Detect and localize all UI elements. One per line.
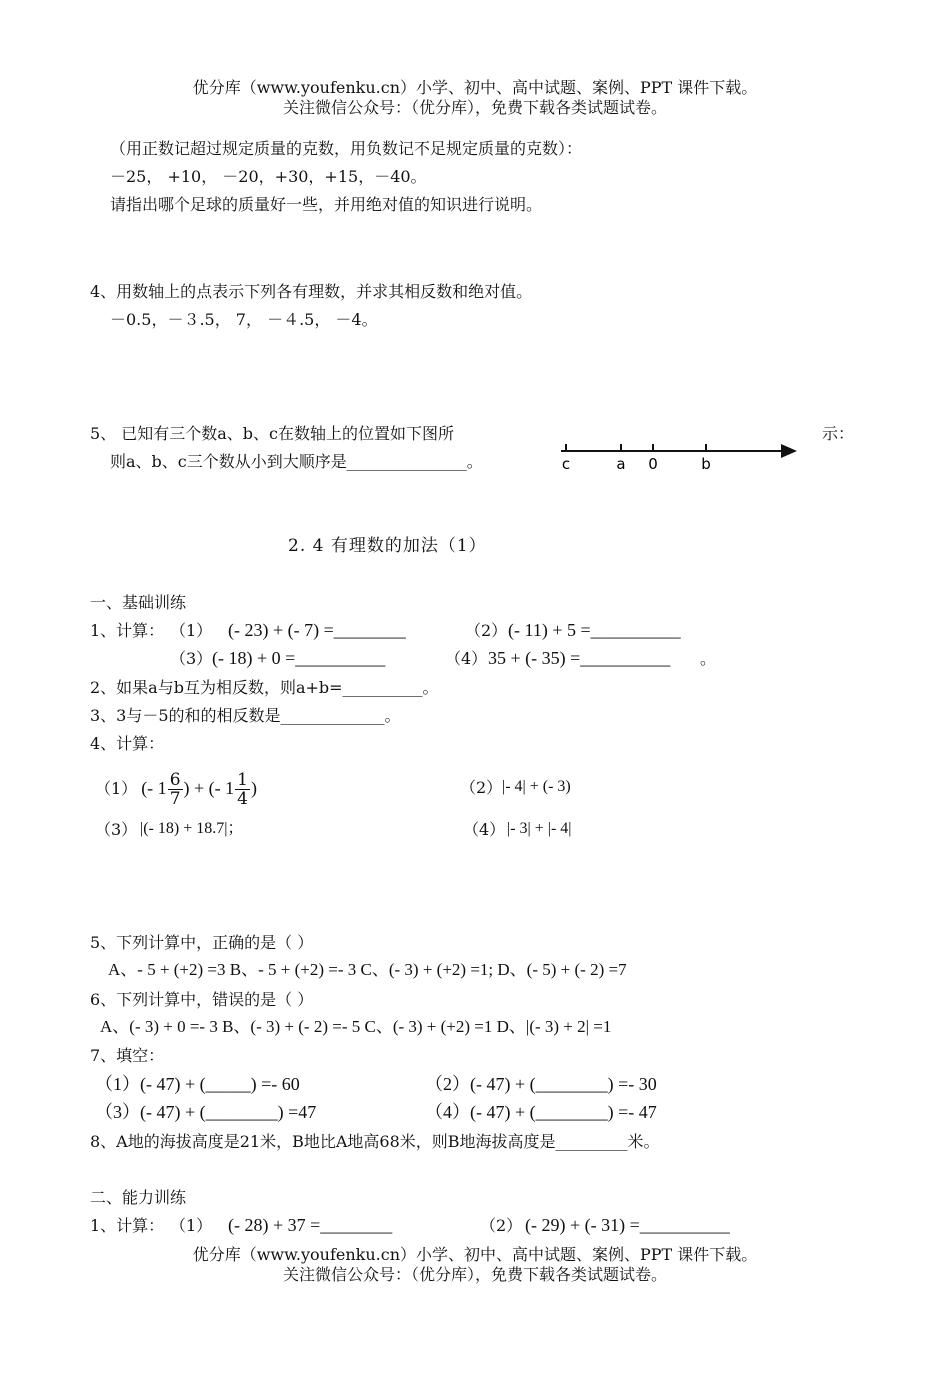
basic-q1-1-label: （1） bbox=[170, 621, 213, 640]
basic-q7-4: （4）(- 47) + (________) =- 47 bbox=[425, 1102, 657, 1122]
basic-q8: 8、A地的海拔高度是21米，B地比A地高68米，则B地海拔高度是_________米。 bbox=[90, 1132, 660, 1151]
basic-q4: 4、计算： bbox=[90, 734, 165, 753]
basic-q6: 6、下列计算中，错误的是（ ） bbox=[90, 990, 314, 1009]
fraction-1-denominator: 7 bbox=[169, 789, 181, 809]
basic-q2: 2、如果a与b互为相反数，则a+b=__________。 bbox=[90, 678, 439, 697]
ability-q1-2-label: （2） bbox=[480, 1216, 523, 1235]
basic-q4-3-expr: |(- 18) + 18.7|； bbox=[140, 820, 244, 837]
basic-q1-2-label: （2） bbox=[465, 621, 508, 640]
ability-q1-2-expr: (- 29) + (- 31) =__________ bbox=[525, 1215, 730, 1235]
basic-q4-1 bbox=[95, 766, 257, 811]
basic-q4-2-expr: |- 4| + (- 3) bbox=[502, 778, 571, 795]
basic-q1-3-expr: (- 18) + 0 =__________ bbox=[212, 648, 386, 668]
q3-values: －25， +10， －20，+30，+15，－40。 bbox=[110, 167, 427, 186]
ability-q1-label: 1、计算： bbox=[90, 1216, 165, 1235]
basic-q1-3-label: （3） bbox=[170, 649, 213, 668]
fraction-one-quarter bbox=[235, 771, 250, 808]
fraction-six-sevenths bbox=[168, 771, 183, 808]
basic-q4-4-expr: |- 3| + |- 4| bbox=[507, 820, 572, 837]
header-line-2: 关注微信公众号：（优分库），免费下载各类试题试卷。 bbox=[282, 98, 667, 117]
part2-heading: 二、能力训练 bbox=[90, 1188, 187, 1207]
ability-q1-1-expr: (- 28) + 37 =________ bbox=[228, 1215, 393, 1235]
q3-note: （用正数记超过规定质量的克数，用负数记不足规定质量的克数）： bbox=[110, 139, 583, 158]
basic-q1-1-expr: (- 23) + (- 7) =________ bbox=[228, 620, 406, 640]
basic-q3: 3、3与－5的和的相反数是_____________。 bbox=[90, 706, 401, 725]
basic-q7-2: （2）(- 47) + (________) =- 30 bbox=[425, 1074, 657, 1094]
basic-q4-1-label: （1） bbox=[95, 779, 138, 798]
fraction-2-numerator: 1 bbox=[237, 770, 248, 790]
part1-heading: 一、基础训练 bbox=[90, 593, 187, 612]
label-a: a bbox=[616, 455, 626, 473]
basic-q4-4-label: （4） bbox=[463, 820, 506, 839]
q4-title: 4、用数轴上的点表示下列各有理数，并求其相反数和绝对值。 bbox=[90, 282, 533, 301]
number-line-figure bbox=[555, 438, 800, 474]
header-line-1: 优分库（www.youfenku.cn）小学、初中、高中试题、案例、PPT 课件下载。 bbox=[192, 78, 758, 97]
fraction-1-numerator: 6 bbox=[169, 770, 181, 790]
basic-q1-4-label: （4） bbox=[445, 649, 488, 668]
basic-q4-2-label: （2） bbox=[460, 778, 503, 797]
basic-q4-1-a: (- 1 bbox=[141, 778, 167, 798]
basic-q1-2-expr: (- 11) + 5 =__________ bbox=[508, 620, 681, 640]
label-c: c bbox=[561, 455, 571, 473]
q5-text: 5、 已知有三个数a、b、c在数轴上的位置如下图所 bbox=[90, 424, 455, 443]
basic-q4-1-b: ) + (- 1 bbox=[183, 778, 235, 798]
label-b: b bbox=[701, 455, 711, 473]
footer-line-1: 优分库（www.youfenku.cn）小学、初中、高中试题、案例、PPT 课件下载。 bbox=[192, 1245, 758, 1264]
basic-q4-1-c: ) bbox=[250, 778, 257, 798]
basic-q1-4-end: 。 bbox=[700, 649, 717, 668]
basic-q6-options: A、(- 3) + 0 =- 3 B、(- 3) + (- 2) =- 5 C、(- 3) + (+2) =1 D、|(- 3) + 2| =1 bbox=[100, 1017, 612, 1036]
ability-q1-1-label: （1） bbox=[170, 1216, 213, 1235]
basic-q4-3-label: （3） bbox=[95, 820, 138, 839]
basic-q7: 7、填空： bbox=[90, 1046, 165, 1065]
footer-line-2: 关注微信公众号：（优分库），免费下载各类试题试卷。 bbox=[282, 1265, 667, 1284]
label-0: 0 bbox=[648, 455, 658, 473]
basic-q7-1: （1）(- 47) + (_____) =- 60 bbox=[95, 1074, 300, 1094]
basic-q5: 5、下列计算中，正确的是（ ） bbox=[90, 933, 314, 952]
basic-q1-label: 1、计算： bbox=[90, 621, 165, 640]
q3-question: 请指出哪个足球的质量好一些，并用绝对值的知识进行说明。 bbox=[110, 195, 543, 214]
q4-values: －0.5，－３.5， 7， －４.5， －4。 bbox=[110, 310, 378, 329]
fraction-2-denominator: 4 bbox=[237, 789, 248, 809]
q5-line-2: 则a、b、c三个数从小到大顺序是_______________。 bbox=[110, 452, 483, 471]
basic-q5-options: A、- 5 + (+2) =3 B、- 5 + (+2) =- 3 C、(- 3) + (+2) =1; D、(- 5) + (- 2) =7 bbox=[108, 960, 627, 979]
section-title: 2. 4 有理数的加法（1） bbox=[288, 536, 487, 556]
basic-q7-3: （3）(- 47) + (________) =47 bbox=[95, 1102, 317, 1122]
q5-tail: 示： bbox=[822, 424, 855, 443]
number-line-arrow bbox=[781, 444, 797, 458]
basic-q1-4-expr: 35 + (- 35) =__________ bbox=[488, 648, 671, 668]
